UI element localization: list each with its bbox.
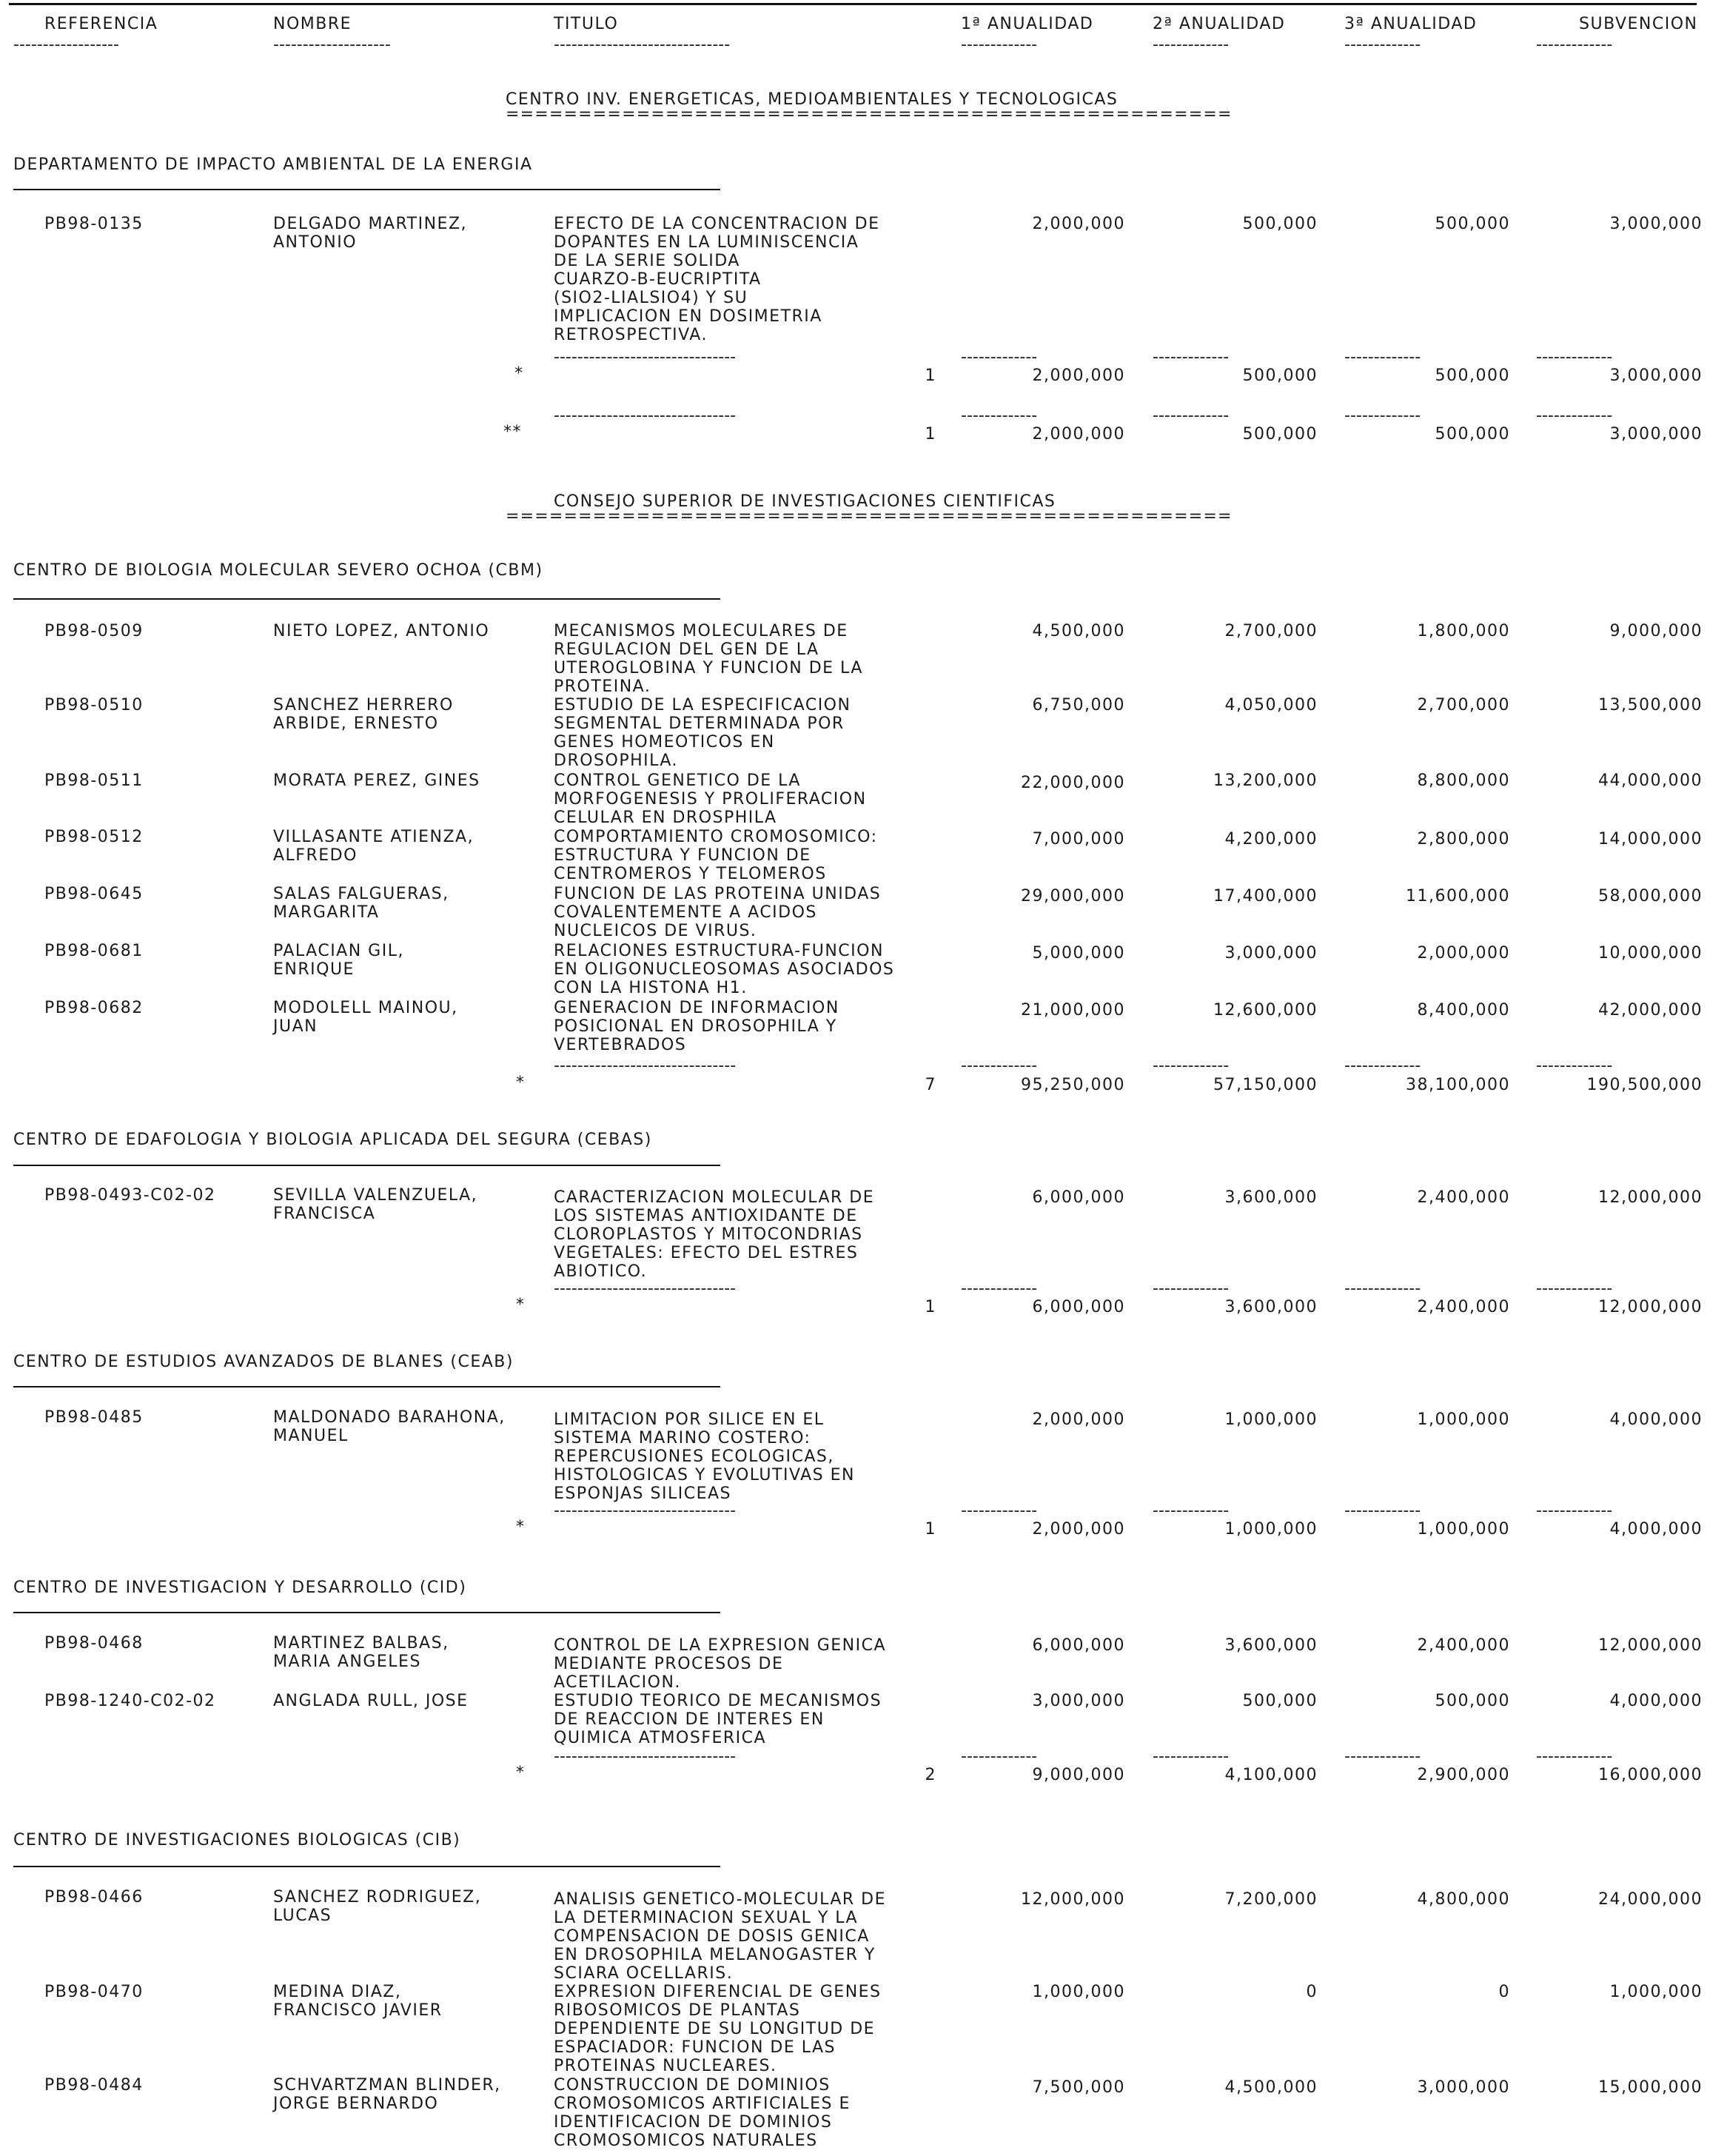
row-sub: 4,000,000 [1609,1410,1703,1429]
subtotal-a3: 2,400,000 [1417,1298,1510,1316]
row-sub: 9,000,000 [1609,622,1703,640]
row-ref: PB98-0509 [44,622,144,640]
total-dashes-a1: ------------- [961,348,1038,366]
subtotal-sub: 4,000,000 [1609,1520,1703,1539]
row-title: GENERACION DE INFORMACION POSICIONAL EN DROSOPHILA Y VERTEBRADOS [554,999,839,1054]
row-ref: PB98-0493-C02-02 [44,1186,216,1205]
row-title: COMPORTAMIENTO CROMOSOMICO: ESTRUCTURA Y FUNCION DE CENTROMEROS Y TELOMEROS [554,828,878,883]
row-sub: 3,000,000 [1609,215,1703,233]
row-sub: 44,000,000 [1598,771,1703,790]
top-rule [9,3,1697,5]
total-dashes-a3: ------------- [1344,1279,1421,1298]
subtotal-count: 1 [925,1520,936,1539]
subtotal-count: 1 [925,1298,936,1316]
org-title-underline: ================================================== [506,507,1233,526]
row-a2: 17,400,000 [1213,887,1318,905]
subtotal-count: 2 [925,1766,936,1784]
subtotal-sub: 12,000,000 [1598,1298,1703,1316]
total-dashes-a2: ------------- [1153,1057,1230,1075]
row-a2: 4,050,000 [1224,696,1318,714]
row-title: ANALISIS GENETICO-MOLECULAR DE LA DETERMINACION SEXUAL Y LA COMPENSACION DE DOSIS GENICA EN DROSOPHILA MELANOGASTER Y SCIARA OCELLARIS. [554,1890,887,1983]
total-dashes-a3: ------------- [1344,1502,1421,1520]
row-ref: PB98-1240-C02-02 [44,1692,216,1710]
total-dashes-title: ------------------------------- [554,1057,737,1075]
section-rule [13,1165,720,1166]
org-title-underline: ================================================== [506,105,1233,124]
row-title: LIMITACION POR SILICE EN EL SISTEMA MARINO COSTERO: REPERCUSIONES ECOLOGICAS, HISTOLOGICAS Y EVOLUTIVAS EN ESPONJAS SILICEAS [554,1410,855,1503]
row-a2: 12,600,000 [1213,1001,1318,1020]
row-a2: 3,000,000 [1224,944,1318,962]
row-sub: 24,000,000 [1598,1890,1703,1909]
total-dashes-a2: ------------- [1153,348,1230,366]
row-title: RELACIONES ESTRUCTURA-FUNCION EN OLIGONUCLEOSOMAS ASOCIADOS CON LA HISTONA H1. [554,942,895,997]
row-sub: 4,000,000 [1609,1692,1703,1710]
row-ref: PB98-0135 [44,215,144,233]
row-sub: 10,000,000 [1598,944,1703,962]
col-header-anualidad1: 1ª ANUALIDAD [961,15,1094,33]
row-sub: 58,000,000 [1598,887,1703,905]
total-dashes-a1: ------------- [961,406,1038,425]
row-a3: 2,000,000 [1417,944,1510,962]
subtotal-a2: 57,150,000 [1213,1076,1318,1094]
row-name: MODOLELL MAINOU, JUAN [273,999,458,1036]
total-dashes-sub: ------------- [1536,348,1613,366]
org-title: CENTRO INV. ENERGETICAS, MEDIOAMBIENTALES Y TECNOLOGICAS [506,90,1119,109]
total-dashes-a2: ------------- [1153,1502,1230,1520]
row-a3: 3,000,000 [1417,2078,1510,2097]
subtotal-a1: 6,000,000 [1032,1298,1125,1316]
row-sub: 12,000,000 [1598,1188,1703,1207]
row-ref: PB98-0468 [44,1634,144,1653]
header-dash-nombre: -------------------- [273,36,391,54]
total-dashes-a1: ------------- [961,1279,1038,1298]
total-dashes-a1: ------------- [961,1747,1038,1766]
row-a1: 12,000,000 [1021,1890,1125,1909]
total-dashes-a3: ------------- [1344,348,1421,366]
row-a1: 7,500,000 [1032,2078,1125,2097]
row-a3: 500,000 [1435,215,1510,233]
subtotal-a2: 1,000,000 [1224,1520,1318,1539]
center-title: CENTRO DE EDAFOLOGIA Y BIOLOGIA APLICADA DEL SEGURA (CEBAS) [13,1131,652,1149]
row-a1: 6,000,000 [1032,1636,1125,1655]
subtotal-mark: * [516,1296,526,1314]
total-dashes-title: ------------------------------- [554,1279,737,1298]
center-title: CENTRO DE INVESTIGACION Y DESARROLLO (CID) [13,1578,467,1597]
row-ref: PB98-0681 [44,942,144,960]
total-dashes-a3: ------------- [1344,406,1421,425]
row-a1: 6,750,000 [1032,696,1125,714]
total-a3: 500,000 [1435,425,1510,443]
row-sub: 15,000,000 [1598,2078,1703,2097]
row-ref: PB98-0485 [44,1408,144,1427]
section-rule [13,598,720,600]
col-header-subvencion: SUBVENCION [1579,15,1698,33]
section-rule [13,1612,720,1613]
row-name: MORATA PEREZ, GINES [273,771,480,790]
center-title: CENTRO DE INVESTIGACIONES BIOLOGICAS (CIB) [13,1831,461,1849]
subtotal-a2: 3,600,000 [1224,1298,1318,1316]
header-dash-sub: ------------- [1536,36,1613,54]
row-a1: 2,000,000 [1032,215,1125,233]
row-title: MECANISMOS MOLECULARES DE REGULACION DEL GEN DE LA UTEROGLOBINA Y FUNCION DE LA PROTEINA. [554,622,863,696]
total-dashes-title: ------------------------------- [554,406,737,425]
section-rule [13,189,720,190]
row-a2: 4,500,000 [1224,2078,1318,2097]
row-sub: 14,000,000 [1598,830,1703,848]
total-dashes-sub: ------------- [1536,1502,1613,1520]
total-dashes-a2: ------------- [1153,406,1230,425]
row-name: SCHVARTZMAN BLINDER, JORGE BERNARDO [273,2076,501,2113]
row-name: PALACIAN GIL, ENRIQUE [273,942,404,979]
subtotal-a3: 2,900,000 [1417,1766,1510,1784]
row-a3: 2,800,000 [1417,830,1510,848]
row-a3: 8,800,000 [1417,771,1510,790]
total-dashes-sub: ------------- [1536,1747,1613,1766]
row-a1: 29,000,000 [1021,887,1125,905]
row-ref: PB98-0470 [44,1983,144,2001]
row-title: CONTROL DE LA EXPRESION GENICA MEDIANTE PROCESOS DE ACETILACION. [554,1636,887,1692]
row-a1: 6,000,000 [1032,1188,1125,1207]
total-sub: 3,000,000 [1609,425,1703,443]
row-name: SALAS FALGUERAS, MARGARITA [273,885,449,922]
row-a1: 21,000,000 [1021,1001,1125,1020]
subtotal-mark: * [516,1764,526,1782]
subtotal-a1: 9,000,000 [1032,1766,1125,1784]
row-a1: 3,000,000 [1032,1692,1125,1710]
total-dashes-a2: ------------- [1153,1279,1230,1298]
subtotal-a1: 2,000,000 [1032,1520,1125,1539]
row-a3: 2,700,000 [1417,696,1510,714]
row-a3: 500,000 [1435,1692,1510,1710]
total-a2: 500,000 [1242,425,1318,443]
row-a2: 3,600,000 [1224,1636,1318,1655]
section-rule [13,1866,720,1867]
col-header-titulo: TITULO [554,15,619,33]
col-header-referencia: REFERENCIA [44,15,158,33]
header-dash-a3: ------------- [1344,36,1421,54]
total-mark: ** [503,423,522,441]
section-rule [13,1386,720,1387]
header-dash-titulo: ------------------------------ [554,36,731,54]
row-name: MALDONADO BARAHONA, MANUEL [273,1408,506,1445]
subtotal-a3: 38,100,000 [1406,1076,1510,1094]
row-a3: 0 [1498,1983,1510,2001]
row-a2: 2,700,000 [1224,622,1318,640]
row-a3: 2,400,000 [1417,1636,1510,1655]
subtotal-count: 1 [925,366,936,385]
total-dashes-title: ------------------------------- [554,348,737,366]
subtotal-mark: * [516,1074,526,1092]
subtotal-a1: 95,250,000 [1021,1076,1125,1094]
row-ref: PB98-0645 [44,885,144,903]
row-name: SANCHEZ HERRERO ARBIDE, ERNESTO [273,696,454,733]
subtotal-count: 7 [925,1076,936,1094]
subtotal-a3: 500,000 [1435,366,1510,385]
row-sub: 13,500,000 [1598,696,1703,714]
row-name: MARTINEZ BALBAS, MARIA ANGELES [273,1634,449,1671]
row-a1: 7,000,000 [1032,830,1125,848]
row-title: CONTROL GENETICO DE LA MORFOGENESIS Y PROLIFERACION CELULAR EN DROSPHILA [554,771,867,827]
total-a1: 2,000,000 [1032,425,1125,443]
subtotal-a2: 4,100,000 [1224,1766,1318,1784]
row-ref: PB98-0510 [44,696,144,714]
row-a3: 4,800,000 [1417,1890,1510,1909]
subtotal-sub: 3,000,000 [1609,366,1703,385]
row-title: CONSTRUCCION DE DOMINIOS CROMOSOMICOS ARTIFICIALES E IDENTIFICACION DE DOMINIOS CROMOSOMICOS NATURALES [554,2076,851,2150]
row-sub: 42,000,000 [1598,1001,1703,1020]
total-dashes-sub: ------------- [1536,406,1613,425]
row-a2: 0 [1306,1983,1318,2001]
row-ref: PB98-0682 [44,999,144,1017]
center-title: CENTRO DE BIOLOGIA MOLECULAR SEVERO OCHOA (CBM) [13,561,543,580]
row-a1: 1,000,000 [1032,1983,1125,2001]
subtotal-mark: * [516,1518,526,1536]
subtotal-sub: 190,500,000 [1586,1076,1703,1094]
row-a2: 4,200,000 [1224,830,1318,848]
row-a1: 4,500,000 [1032,622,1125,640]
row-ref: PB98-0484 [44,2076,144,2095]
row-name: SEVILLA VALENZUELA, FRANCISCA [273,1186,478,1223]
subtotal-a1: 2,000,000 [1032,366,1125,385]
total-count: 1 [925,425,936,443]
row-sub: 12,000,000 [1598,1636,1703,1655]
row-name: VILLASANTE ATIENZA, ALFREDO [273,828,475,865]
header-dash-ref: ------------------ [13,36,119,54]
row-title: EFECTO DE LA CONCENTRACION DE DOPANTES EN LA LUMINISCENCIA DE LA SERIE SOLIDA CUARZO-B-EUCRIPTITA (SIO2-LIALSIO4) Y SU IMPLICACION EN DOSIMETRIA RETROSPECTIVA. [554,215,880,344]
col-header-nombre: NOMBRE [273,15,352,33]
col-header-anualidad2: 2ª ANUALIDAD [1153,15,1286,33]
row-a3: 2,400,000 [1417,1188,1510,1207]
row-a3: 1,800,000 [1417,622,1510,640]
total-dashes-title: ------------------------------- [554,1747,737,1766]
row-sub: 1,000,000 [1609,1983,1703,2001]
row-a1: 22,000,000 [1021,774,1125,792]
col-header-anualidad3: 3ª ANUALIDAD [1344,15,1478,33]
department-title: DEPARTAMENTO DE IMPACTO AMBIENTAL DE LA ENERGIA [13,155,533,174]
subtotal-mark: * [514,364,524,383]
row-title: EXPRESION DIFERENCIAL DE GENES RIBOSOMICOS DE PLANTAS DEPENDIENTE DE SU LONGITUD DE ESPACIADOR: FUNCION DE LAS PROTEINAS NUCLEARES. [554,1983,882,2075]
subtotal-sub: 16,000,000 [1598,1766,1703,1784]
total-dashes-title: ------------------------------- [554,1502,737,1520]
row-name: NIETO LOPEZ, ANTONIO [273,622,490,640]
row-name: ANGLADA RULL, JOSE [273,1692,469,1710]
total-dashes-sub: ------------- [1536,1057,1613,1075]
header-dash-a1: ------------- [961,36,1038,54]
row-a2: 13,200,000 [1213,771,1318,790]
row-ref: PB98-0466 [44,1888,144,1906]
total-dashes-a3: ------------- [1344,1057,1421,1075]
header-dash-a2: ------------- [1153,36,1230,54]
row-a3: 1,000,000 [1417,1410,1510,1429]
row-a2: 1,000,000 [1224,1410,1318,1429]
center-title: CENTRO DE ESTUDIOS AVANZADOS DE BLANES (CEAB) [13,1353,514,1371]
row-ref: PB98-0512 [44,828,144,846]
total-dashes-a1: ------------- [961,1057,1038,1075]
total-dashes-a1: ------------- [961,1502,1038,1520]
row-a1: 2,000,000 [1032,1410,1125,1429]
row-a3: 11,600,000 [1406,887,1510,905]
org-title: CONSEJO SUPERIOR DE INVESTIGACIONES CIENTIFICAS [554,492,1056,511]
row-title: CARACTERIZACION MOLECULAR DE LOS SISTEMAS ANTIOXIDANTE DE CLOROPLASTOS Y MITOCONDRIAS VEGETALES: EFECTO DEL ESTRES ABIOTICO. [554,1188,875,1281]
total-dashes-sub: ------------- [1536,1279,1613,1298]
row-ref: PB98-0511 [44,771,144,790]
row-a2: 500,000 [1242,215,1318,233]
subtotal-a3: 1,000,000 [1417,1520,1510,1539]
row-name: MEDINA DIAZ, FRANCISCO JAVIER [273,1983,443,2020]
row-title: ESTUDIO DE LA ESPECIFICACION SEGMENTAL DETERMINADA POR GENES HOMEOTICOS EN DROSOPHILA. [554,696,851,770]
row-title: ESTUDIO TEORICO DE MECANISMOS DE REACCION DE INTERES EN QUIMICA ATMOSFERICA [554,1692,882,1747]
subtotal-a2: 500,000 [1242,366,1318,385]
row-a3: 8,400,000 [1417,1001,1510,1020]
row-a2: 500,000 [1242,1692,1318,1710]
row-title: FUNCION DE LAS PROTEINA UNIDAS COVALENTEMENTE A ACIDOS NUCLEICOS DE VIRUS. [554,885,882,940]
row-a2: 7,200,000 [1224,1890,1318,1909]
total-dashes-a3: ------------- [1344,1747,1421,1766]
total-dashes-a2: ------------- [1153,1747,1230,1766]
row-a2: 3,600,000 [1224,1188,1318,1207]
row-name: SANCHEZ RODRIGUEZ, LUCAS [273,1888,482,1925]
row-a1: 5,000,000 [1032,944,1125,962]
row-name: DELGADO MARTINEZ, ANTONIO [273,215,468,252]
